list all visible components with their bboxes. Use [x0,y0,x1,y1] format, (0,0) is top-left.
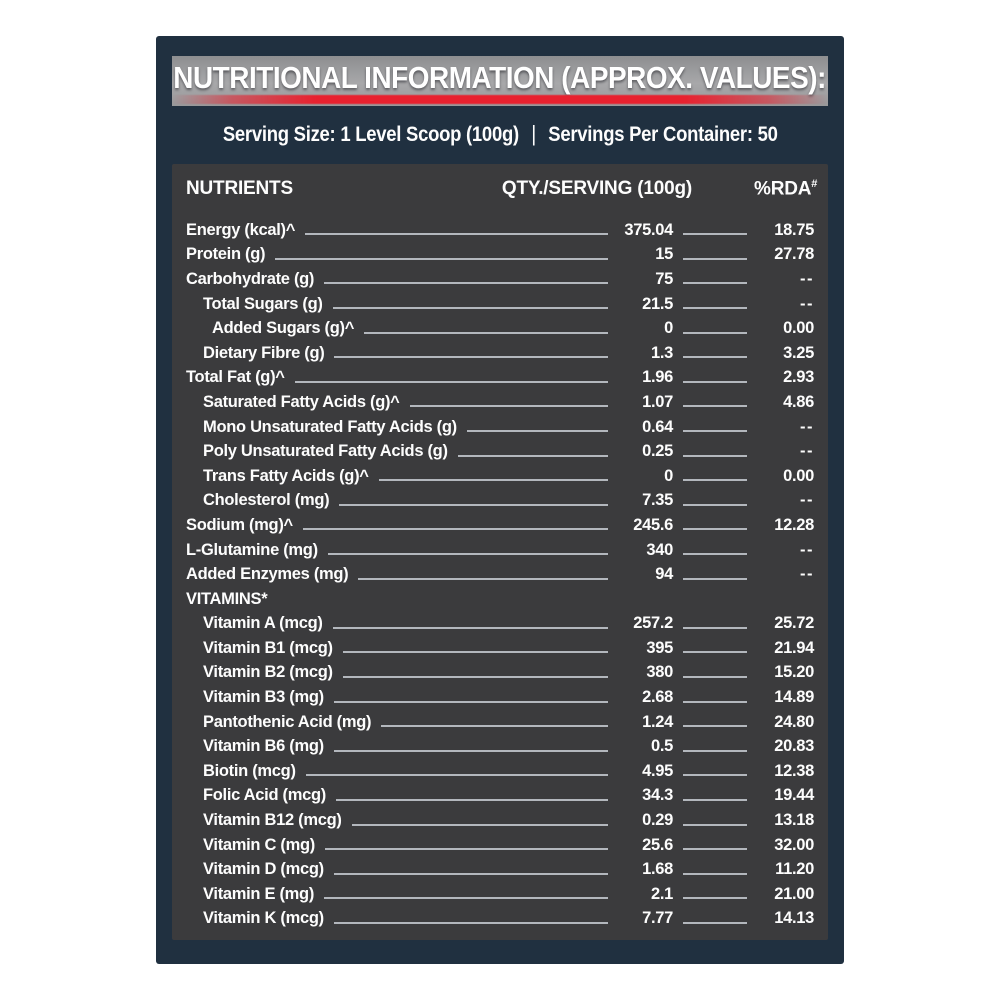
table-header-row [186,178,818,204]
table-row [186,538,814,563]
rda-value: -- [800,442,814,461]
qty-value: 15 [655,245,673,264]
leader-line [683,750,747,752]
table-row [186,390,814,415]
leader-line [379,479,608,481]
leader-line [683,430,747,432]
leader-line [683,528,747,530]
nutrient-label: Added Enzymes (mg) [186,565,349,584]
qty-value: 257.2 [633,614,673,633]
qty-value: 0.25 [642,442,673,461]
qty-value: 34.3 [642,786,673,805]
nutrient-label: Vitamin A (mcg) [203,614,323,633]
qty-value: 395 [646,638,673,657]
leader-line [683,676,747,678]
qty-value: 0 [664,466,673,485]
qty-value: 1.96 [642,368,673,387]
nutrient-label: Vitamin B6 (mg) [203,737,324,756]
rda-value: 0.00 [783,319,814,338]
red-accent-stripe [172,95,828,104]
leader-line [683,578,747,580]
rda-value: 4.86 [783,392,814,411]
nutrient-label: Vitamin C (mg) [203,835,315,854]
leader-line [683,258,747,260]
nutrient-label: Dietary Fibre (g) [203,343,325,362]
qty-value: 0.64 [642,417,673,436]
leader-line [683,848,747,850]
leader-line [683,479,747,481]
table-row [186,661,814,686]
qty-value: 0 [664,319,673,338]
nutrient-label: Energy (kcal)^ [186,220,296,239]
table-row [186,439,814,464]
table-row [186,341,814,366]
leader-line [683,332,747,334]
rda-value: 2.93 [783,368,814,387]
leader-line [306,774,608,776]
rda-value: 0.00 [783,466,814,485]
nutrient-label: VITAMINS* [186,589,268,608]
title-band [172,56,828,106]
table-row [186,243,814,268]
leader-line [683,725,747,727]
table-row [186,759,814,784]
nutrients-table [172,164,828,940]
leader-line [334,356,608,358]
column-header-nutrients: NUTRIENTS [186,178,293,200]
leader-line [333,307,608,309]
qty-value: 1.3 [650,343,673,362]
leader-line [683,233,747,235]
serving-info [172,106,828,164]
table-row [186,562,814,587]
table-row [186,513,814,538]
nutrient-label: Pantothenic Acid (mg) [203,712,372,731]
table-row [186,636,814,661]
leader-line [334,922,608,924]
rda-value: 27.78 [774,245,814,264]
qty-value: 2.1 [650,884,673,903]
qty-value: 2.68 [642,688,673,707]
rda-value: -- [800,294,814,313]
rda-value: 12.28 [774,515,814,534]
nutrient-label: Vitamin D (mcg) [203,860,324,879]
table-row [186,316,814,341]
leader-line [325,848,608,850]
nutrient-label: Saturated Fatty Acids (g)^ [203,392,400,411]
nutrient-label: Poly Unsaturated Fatty Acids (g) [203,442,448,461]
nutrient-label: Vitamin B12 (mcg) [203,811,342,830]
nutrient-label: Mono Unsaturated Fatty Acids (g) [203,417,457,436]
leader-line [275,258,608,260]
rda-value: 11.20 [775,860,814,879]
rda-value: -- [800,491,814,510]
qty-value: 7.35 [642,491,673,510]
qty-value: 94 [655,565,673,584]
table-row [186,907,814,932]
leader-line [683,282,747,284]
nutrient-label: Trans Fatty Acids (g)^ [203,466,369,485]
leader-line [339,504,608,506]
table-row [186,612,814,637]
leader-line [683,824,747,826]
nutrient-label: Vitamin B1 (mcg) [203,638,333,657]
column-header-rda: %RDA# [754,178,818,200]
leader-line [683,799,747,801]
qty-value: 1.07 [642,392,673,411]
leader-line [410,405,608,407]
serving-size-text: Serving Size: 1 Level Scoop (100g) [222,123,519,146]
qty-value: 0.5 [650,737,673,756]
leader-line [328,553,608,555]
table-row [186,489,814,514]
leader-line [303,528,608,530]
rda-value: 19.44 [774,786,814,805]
rda-value: 20.83 [774,737,814,756]
leader-line [683,701,747,703]
qty-value: 4.95 [642,761,673,780]
leader-line [295,381,608,383]
qty-value: 7.77 [642,909,673,928]
leader-line [683,381,747,383]
nutrient-label: Vitamin B3 (mg) [203,688,324,707]
leader-line [683,651,747,653]
leader-line [683,405,747,407]
table-row [186,218,814,243]
qty-value: 245.6 [633,515,673,534]
nutrient-label: Total Fat (g)^ [186,368,285,387]
leader-line [324,282,608,284]
leader-line [683,627,747,629]
rda-value: 13.18 [774,811,814,830]
serving-separator: | [530,121,536,146]
rda-value: 24.80 [774,712,814,731]
leader-line [333,627,608,629]
qty-value: 380 [646,663,673,682]
qty-value: 75 [655,269,673,288]
rda-value: 12.38 [774,761,814,780]
nutrient-label: L-Glutamine (mg) [186,540,318,559]
leader-line [683,897,747,899]
rda-value: 21.94 [774,638,814,657]
column-header-qty-per-serving: QTY./SERVING (100g) [501,178,692,200]
nutrient-label: Vitamin K (mcg) [203,909,324,928]
rda-value: 21.00 [774,884,814,903]
table-row [186,882,814,907]
leader-line [324,897,608,899]
leader-line [305,233,608,235]
nutrient-label: Total Sugars (g) [203,294,323,313]
rda-footnote-mark: # [811,178,818,190]
rda-value: 25.72 [774,614,814,633]
table-row [186,292,814,317]
leader-line [683,455,747,457]
nutrient-label: Carbohydrate (g) [186,269,315,288]
qty-value: 21.5 [642,294,673,313]
leader-line [683,873,747,875]
nutrient-label: Added Sugars (g)^ [212,319,355,338]
leader-line [364,332,608,334]
nutrient-label: Protein (g) [186,245,266,264]
table-row [186,685,814,710]
qty-value: 1.68 [642,860,673,879]
rda-value: -- [800,540,814,559]
qty-value: 0.29 [642,811,673,830]
leader-line [683,774,747,776]
qty-value: 25.6 [642,835,673,854]
leader-line [334,701,608,703]
table-row [186,857,814,882]
table-row [186,415,814,440]
table-row [186,734,814,759]
rda-value: 18.75 [774,220,814,239]
rda-value: -- [800,565,814,584]
table-row [186,710,814,735]
nutrient-label: Folic Acid (mcg) [203,786,326,805]
leader-line [336,799,608,801]
leader-line [334,873,608,875]
leader-line [358,578,608,580]
nutrient-label: Vitamin B2 (mcg) [203,663,333,682]
table-row [186,366,814,391]
leader-line [458,455,608,457]
servings-per-container-text: Servings Per Container: 50 [548,123,778,146]
rda-value: -- [800,417,814,436]
page-title: NUTRITIONAL INFORMATION (APPROX. VALUES): [173,60,827,95]
table-row [186,267,814,292]
leader-line [352,824,608,826]
rda-value: 3.25 [783,343,814,362]
leader-line [381,725,608,727]
table-row [186,784,814,809]
rda-value: 32.00 [774,835,814,854]
table-row [186,808,814,833]
qty-value: 375.04 [624,220,673,239]
section-header-row [186,587,814,612]
leader-line [467,430,608,432]
rda-value: 14.13 [774,909,814,928]
qty-value: 1.24 [642,712,673,731]
qty-value: 340 [646,540,673,559]
rda-value: 14.89 [774,688,814,707]
nutrient-rows [186,218,814,931]
leader-line [334,750,608,752]
nutrient-label: Sodium (mg)^ [186,515,293,534]
leader-line [683,922,747,924]
leader-line [343,651,608,653]
table-row [186,833,814,858]
leader-line [683,356,747,358]
leader-line [683,307,747,309]
leader-line [343,676,608,678]
rda-value: 15.20 [774,663,814,682]
leader-line [683,553,747,555]
nutrient-label: Vitamin E (mg) [203,884,315,903]
nutrient-label: Cholesterol (mg) [203,491,330,510]
nutrient-label: Biotin (mcg) [203,761,296,780]
nutrition-panel [156,36,844,964]
leader-line [683,504,747,506]
rda-value: -- [800,269,814,288]
table-row [186,464,814,489]
